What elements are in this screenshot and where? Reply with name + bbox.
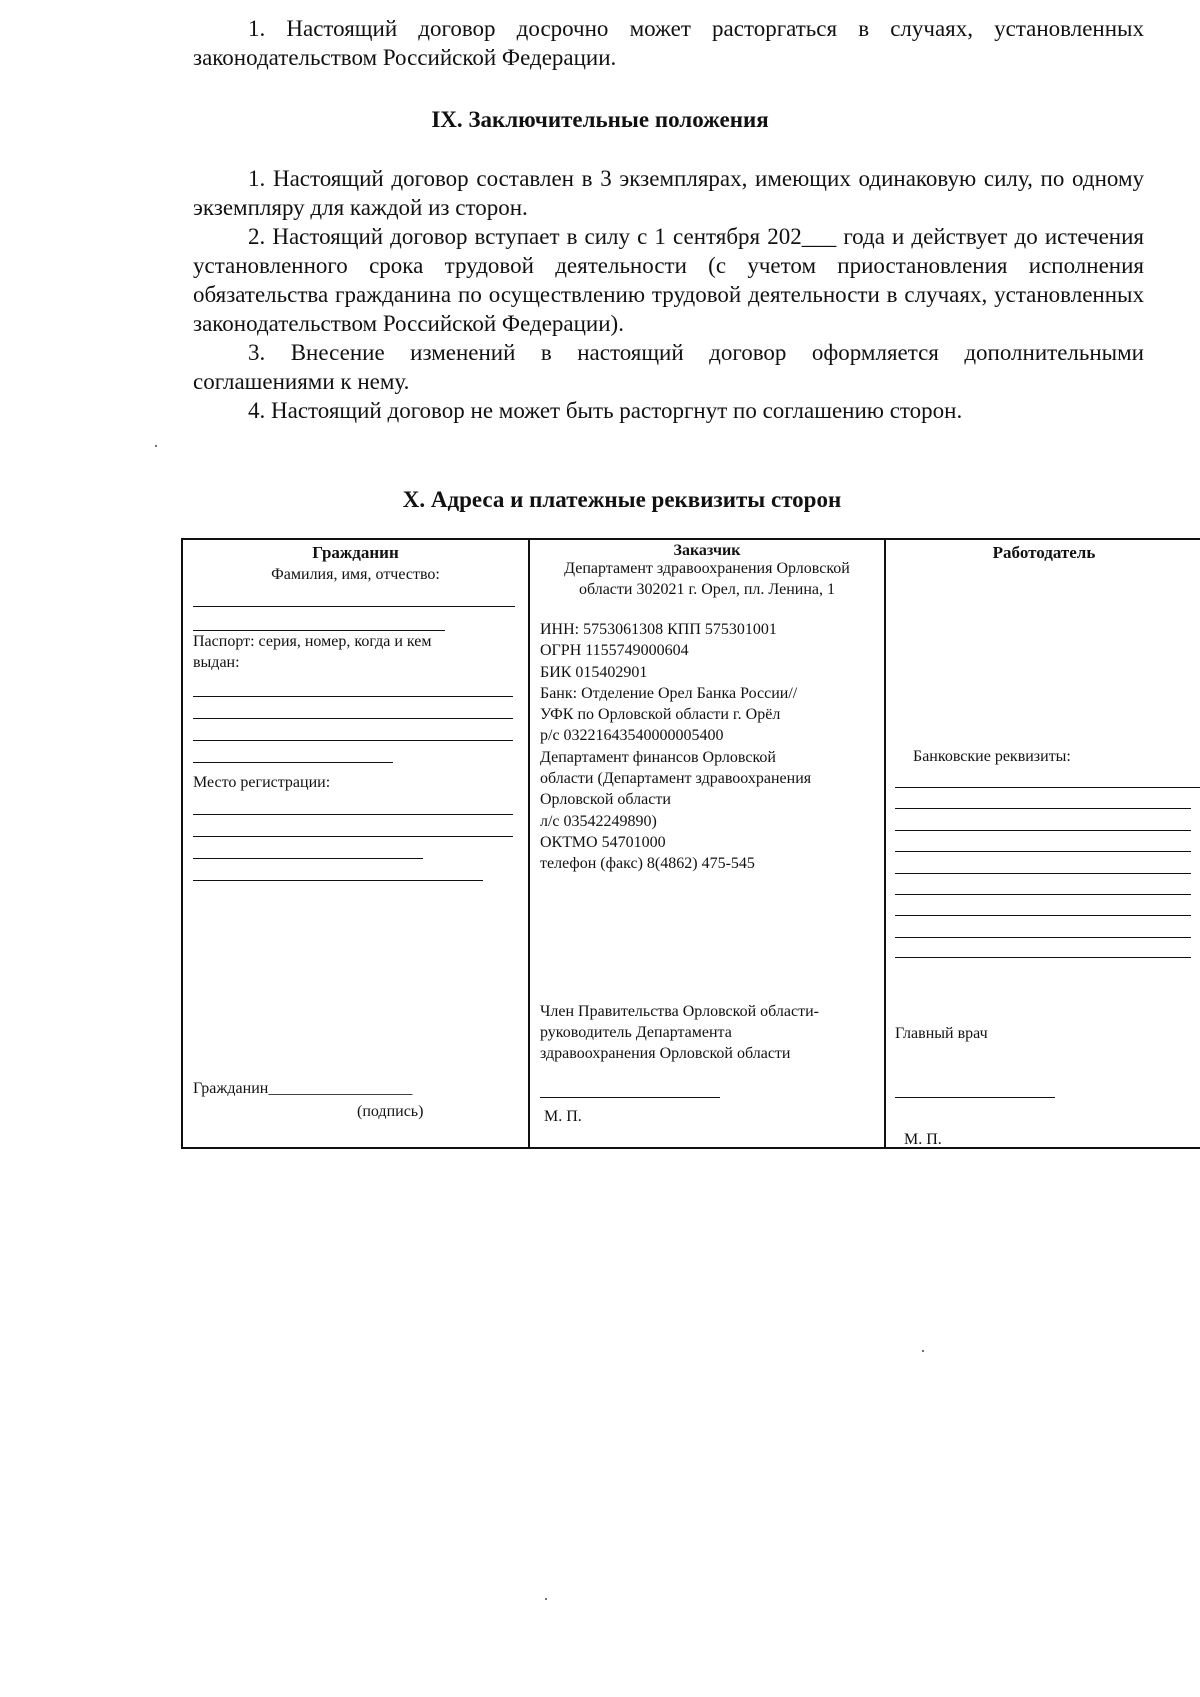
employer-bank-line: [895, 915, 1191, 916]
citizen-passport-line: [193, 762, 393, 763]
employer-bank-line: [895, 787, 1200, 788]
citizen-registration-label: Место регистрации:: [193, 774, 331, 791]
employer-bank-line: [895, 937, 1191, 938]
citizen-passport-line: [193, 740, 513, 741]
citizen-registration-line: [193, 858, 423, 859]
employer-signature-line: [895, 1097, 1055, 1098]
parties-details-table: [181, 538, 1200, 1149]
column-divider: [884, 540, 886, 1147]
customer-bank-details: ИНН: 5753061308 КПП 575301001 ОГРН 1155749000604 БИК 015402901 Банк: Отделение Орел Банка России// УФК по Орловской области г. Орёл р/с 03221643540000005400 Департамент финансов Орловской области (Департамент здравоохранения Орловской области л/с 03542249890) ОКТМО 54701000 телефон (факс) 8(4862) 475-545: [540, 621, 812, 873]
customer-signature-line: [540, 1097, 720, 1098]
final-clause-3: 3. Внесение изменений в настоящий договор оформляется дополнительными соглашениями к нему.: [193, 340, 1144, 394]
employer-bank-line: [895, 894, 1191, 895]
citizen-registration-line: [193, 836, 513, 837]
citizen-registration-line: [193, 880, 483, 881]
employer-stamp: М. П.: [904, 1131, 942, 1148]
final-clause-1: 1. Настоящий договор составлен в 3 экземплярах, имеющих одинаковую силу, по одному экземпляру для каждой из сторон.: [193, 166, 1144, 220]
customer-stamp: М. П.: [544, 1108, 582, 1125]
citizen-signature-caption: (подпись): [357, 1103, 424, 1120]
citizen-passport-line: [193, 696, 513, 697]
employer-signatory: Главный врач: [895, 1025, 988, 1042]
citizen-passport-line: [193, 718, 513, 719]
customer-signatory: Член Правительства Орловской области- руководитель Департамента здравоохранения Орловской области: [540, 1003, 819, 1062]
customer-header: Заказчик: [673, 542, 741, 559]
citizen-fio-label: Фамилия, имя, отчество:: [271, 566, 440, 583]
employer-bank-line: [895, 957, 1191, 958]
final-clause-4: 4. Настоящий договор не может быть расторгнут по соглашению сторон.: [248, 398, 963, 423]
scan-speck: [155, 445, 157, 447]
citizen-header: Гражданин: [312, 543, 399, 562]
employer-header: Работодатель: [992, 543, 1096, 562]
employer-bank-line: [895, 851, 1191, 852]
citizen-signature-line: Гражданин__________________: [193, 1080, 413, 1097]
citizen-passport-label: Паспорт: серия, номер, когда и кем выдан:: [193, 633, 432, 671]
customer-address: Департамент здравоохранения Орловской области 302021 г. Орел, пл. Ленина, 1: [564, 560, 850, 598]
scan-speck: [922, 1350, 924, 1352]
employer-bank-line: [895, 830, 1191, 831]
employer-bank-line: [895, 873, 1191, 874]
section-10-title: X. Адреса и платежные реквизиты сторон: [402, 487, 842, 512]
citizen-registration-line: [193, 814, 513, 815]
final-clause-2: 2. Настоящий договор вступает в силу с 1 сентября 202___ года и действует до истечения установленного срока трудовой деятельности (с учетом приостановления исполнения обязательства гражданина по осуществлению трудовой деятельности в случаях, установленных законодательством Российской Федерации).: [193, 224, 1144, 336]
citizen-fio-line: [193, 606, 515, 607]
column-divider: [528, 540, 530, 1147]
scan-speck: [545, 1598, 547, 1600]
employer-bank-label: Банковские реквизиты:: [913, 748, 1071, 765]
termination-clause: 1. Настоящий договор досрочно может расторгаться в случаях, установленных законодательством Российской Федерации.: [193, 16, 1144, 70]
section-9-title: IX. Заключительные положения: [431, 107, 769, 132]
employer-bank-line: [895, 808, 1191, 809]
